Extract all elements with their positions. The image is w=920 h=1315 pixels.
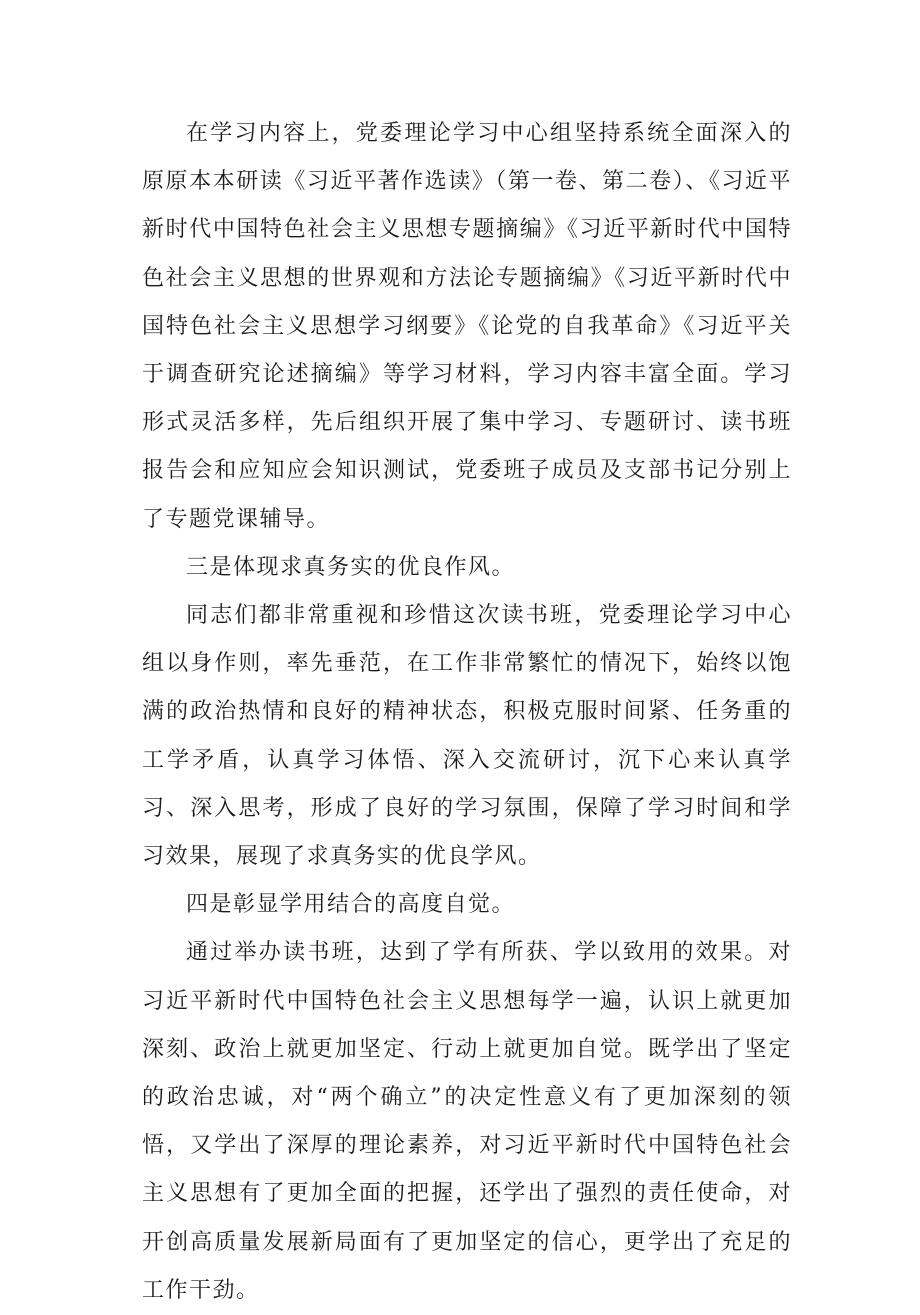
document-body <box>142 110 792 1315</box>
heading-point-four: 四是彰显学用结合的高度自觉。 <box>186 892 516 918</box>
paragraph-learning-application: 通过举办读书班，达到了学有所获、学以致用的效果。对习近平新时代中国特色社会主义思想每学一遍，认识上就更加深刻、政治上就更加坚定、行动上就更加自觉。既学出了坚定的政治忠诚，对“两个确立”的决定性意义有了更加深刻的领悟，又学出了深厚的理论素养，对习近平新时代中国特色社会主义思想有了更加全面的把握，还学出了强烈的责任使命，对开创高质量发展新局面有了更加坚定的信心，更学出了充足的工作干劲。 <box>142 940 792 1303</box>
paragraph-study-content: 在学习内容上，党委理论学习中心组坚持系统全面深入的原原本本研读《习近平著作选读》（第一卷、第二卷）、《习近平新时代中国特色社会主义思想专题摘编》《习近平新时代中国特色社会主义思想的世界观和方法论专题摘编》《习近平新时代中国特色社会主义思想学习纲要》《论党的自我革命》《习近平关于调查研究论述摘编》等学习材料，学习内容丰富全面。学习形式灵活多样，先后组织开展了集中学习、专题研讨、读书班报告会和应知应会知识测试，党委班子成员及支部书记分别上了专题党课辅导。 <box>142 121 792 532</box>
heading-point-three: 三是体现求真务实的优良作风。 <box>186 554 516 580</box>
paragraph-work-style: 同志们都非常重视和珍惜这次读书班，党委理论学习中心组以身作则，率先垂范，在工作非常繁忙的情况下，始终以饱满的政治热情和良好的精神状态，积极克服时间紧、任务重的工学矛盾，认真学习体悟、深入交流研讨，沉下心来认真学习、深入思考，形成了良好的学习氛围，保障了学习时间和学习效果，展现了求真务实的优良学风。 <box>142 603 792 870</box>
